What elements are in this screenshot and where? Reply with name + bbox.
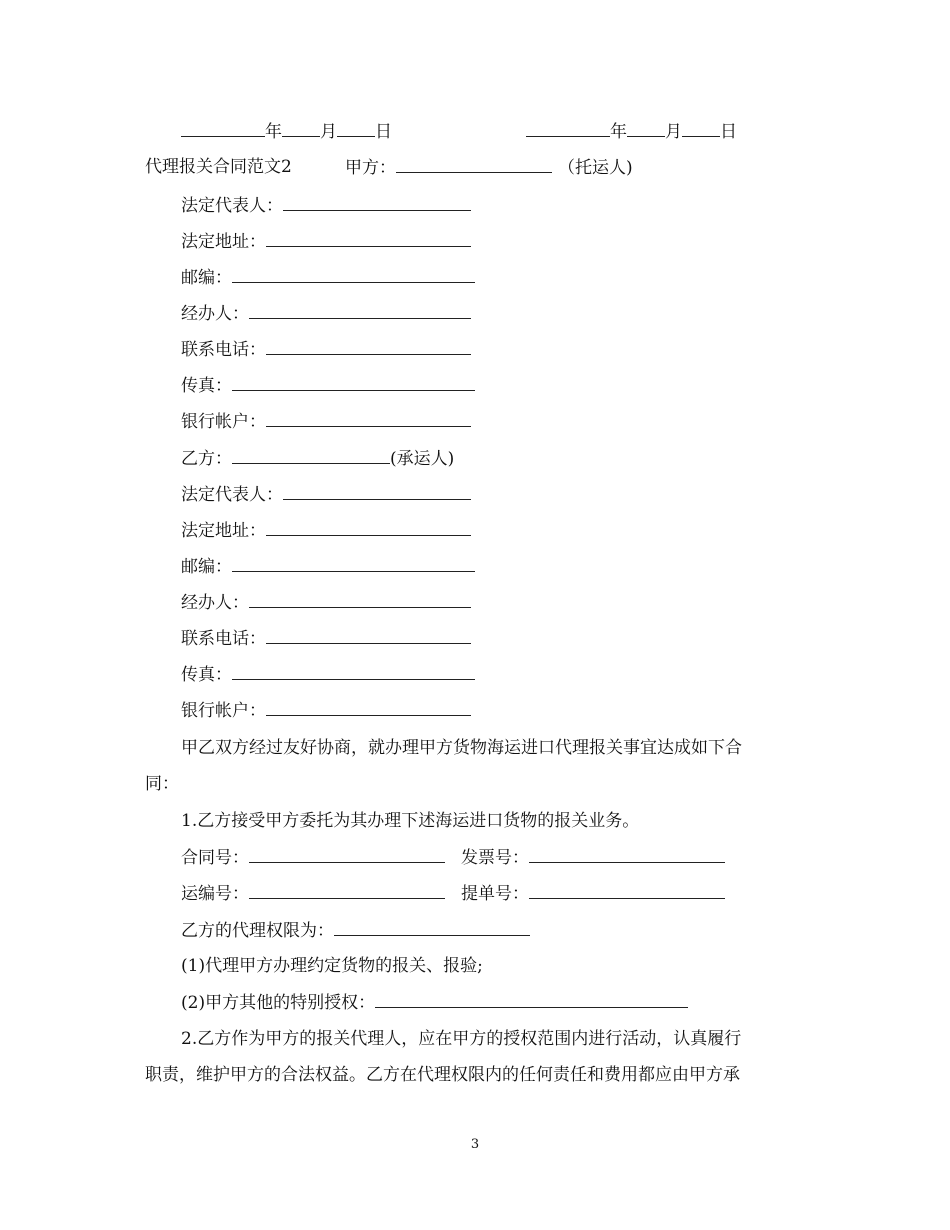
field-blank	[334, 918, 530, 936]
field-label: 联系电话：	[181, 340, 266, 360]
party-a-blank	[396, 155, 552, 173]
contract-no-field	[181, 845, 445, 870]
field-label: 经办人：	[181, 593, 249, 613]
party-a-line	[345, 155, 633, 180]
month-blank	[627, 119, 665, 137]
intro-paragraph-line1: 甲乙双方经过友好协商，就办理甲方货物海运进口代理报关事宜达成如下合	[181, 738, 742, 758]
field-blank	[249, 845, 445, 863]
date-line-left	[181, 119, 392, 144]
field-blank	[249, 301, 471, 319]
field-blank	[232, 373, 475, 391]
b-postcode	[181, 554, 475, 579]
party-b-role: (承运人)	[390, 449, 455, 469]
intro-paragraph-line2: 同：	[145, 774, 179, 794]
party-a-label: 甲方：	[345, 158, 396, 178]
date-line-right	[526, 119, 737, 144]
clause-2-line1: 2.乙方作为甲方的报关代理人，应在甲方的授权范围内进行活动，认真履行	[181, 1029, 742, 1049]
field-label: 法定代表人：	[181, 485, 283, 505]
field-label: 合同号：	[181, 848, 249, 868]
field-blank	[266, 229, 471, 247]
party-b-line	[181, 446, 454, 471]
field-label: 传真：	[181, 665, 232, 685]
field-label: 邮编：	[181, 268, 232, 288]
field-blank	[266, 518, 471, 536]
bill-no-field	[461, 881, 725, 906]
field-blank	[529, 845, 725, 863]
party-b-label: 乙方：	[181, 449, 232, 469]
b-bank-account	[181, 698, 471, 723]
b-fax	[181, 662, 475, 687]
field-blank	[232, 662, 475, 680]
title-line	[145, 155, 292, 179]
field-blank	[249, 590, 471, 608]
page-number: 3	[470, 1137, 480, 1152]
field-blank	[283, 193, 471, 211]
a-fax	[181, 373, 475, 398]
document-title: 代理报关合同范文2	[145, 157, 292, 177]
clause-2-line2: 职责，维护甲方的合法权益。乙方在代理权限内的任何责任和费用都应由甲方承	[145, 1065, 740, 1085]
field-blank	[375, 990, 688, 1008]
a-handler	[181, 301, 471, 326]
a-legal-address	[181, 229, 471, 254]
b-legal-rep	[181, 482, 471, 507]
field-blank	[266, 337, 471, 355]
field-label: 经办人：	[181, 304, 249, 324]
month-label: 月	[665, 122, 682, 142]
field-label: 法定代表人：	[181, 196, 283, 216]
field-label: 法定地址：	[181, 521, 266, 541]
year-blank	[526, 119, 610, 137]
field-label: 邮编：	[181, 557, 232, 577]
year-label: 年	[265, 122, 282, 142]
year-label: 年	[610, 122, 627, 142]
field-label: 联系电话：	[181, 629, 266, 649]
field-blank	[249, 881, 445, 899]
b-phone	[181, 626, 471, 651]
field-label: 乙方的代理权限为：	[181, 921, 334, 941]
field-blank	[232, 554, 475, 572]
a-legal-rep	[181, 193, 471, 218]
field-label: 传真：	[181, 376, 232, 396]
year-blank	[181, 119, 265, 137]
authority-field	[181, 918, 530, 943]
field-blank	[529, 881, 725, 899]
field-label: 发票号：	[461, 848, 529, 868]
party-a-role: （托运人)	[558, 158, 633, 178]
field-blank	[283, 482, 471, 500]
day-blank	[682, 119, 720, 137]
field-label: 运编号：	[181, 884, 249, 904]
day-label: 日	[720, 122, 737, 142]
field-blank	[266, 409, 471, 427]
invoice-no-field	[461, 845, 725, 870]
field-blank	[232, 265, 475, 283]
field-label: (2)甲方其他的特别授权：	[181, 993, 376, 1013]
day-label: 日	[375, 122, 392, 142]
a-phone	[181, 337, 471, 362]
a-postcode	[181, 265, 475, 290]
authority-item-1: (1)代理甲方办理约定货物的报关、报验;	[181, 956, 483, 976]
authority-item-2	[181, 990, 688, 1015]
waybill-no-field	[181, 881, 445, 906]
field-blank	[266, 698, 471, 716]
a-bank-account	[181, 409, 471, 434]
field-label: 提单号：	[461, 884, 529, 904]
party-b-blank	[232, 446, 390, 464]
field-label: 银行帐户：	[181, 701, 266, 721]
month-label: 月	[320, 122, 337, 142]
clause-1: 1.乙方接受甲方委托为其办理下述海运进口货物的报关业务。	[181, 811, 640, 831]
field-label: 法定地址：	[181, 232, 266, 252]
month-blank	[282, 119, 320, 137]
field-label: 银行帐户：	[181, 412, 266, 432]
b-handler	[181, 590, 471, 615]
day-blank	[337, 119, 375, 137]
field-blank	[266, 626, 471, 644]
b-legal-address	[181, 518, 471, 543]
